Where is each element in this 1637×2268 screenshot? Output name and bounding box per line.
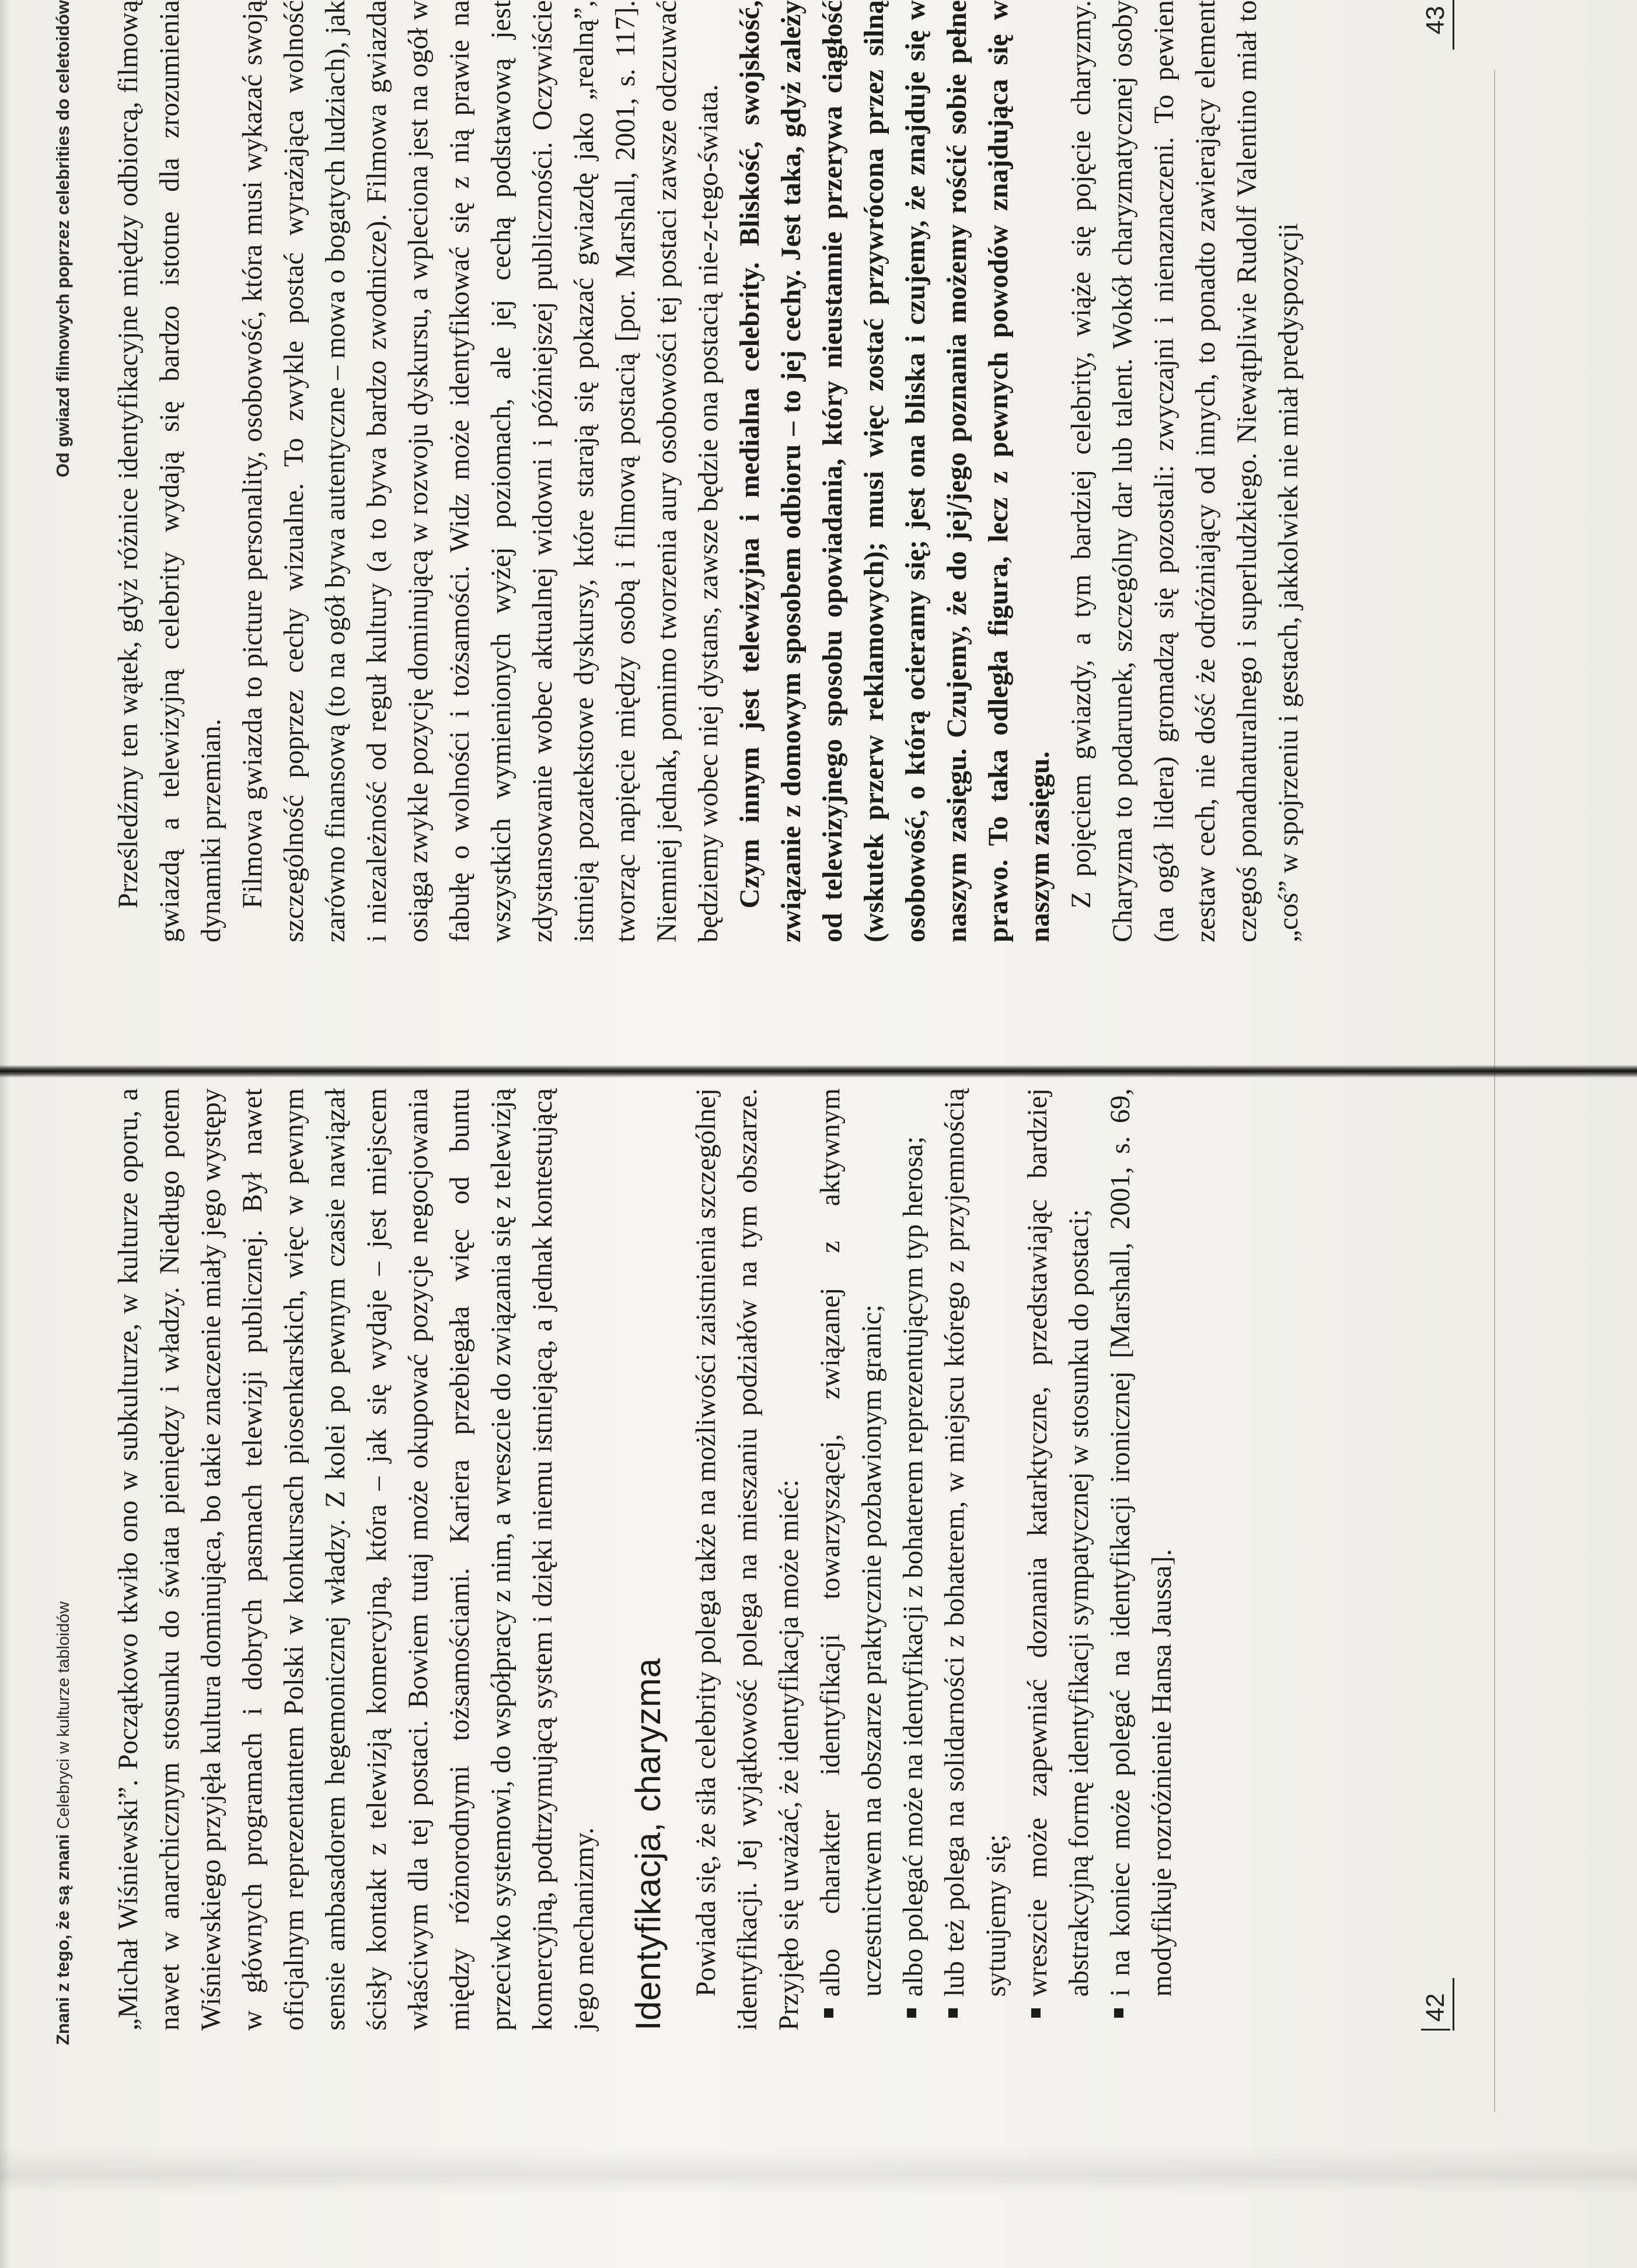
paragraph-1: Prześledźmy ten wątek, gdyż różnice identyfikacyjne między odbiorcą, filmową gwiazdą a telewizyjną celebrity wydają się bardzo istotne dla zrozumienia dynamiki przemian. xyxy=(113,0,226,942)
left-page-body xyxy=(108,1088,1183,2031)
running-head-right: Od gwiazd filmowych poprzez celebrities do celetoidów xyxy=(53,0,73,478)
paragraph-2: Filmowa gwiazda to picture personality, osobowość, która musi wykazać swoją szczególność poprzez cechy wizualne. To zwykle postać wyrażająca wolność zarówno finansową (to na ogół bywa autentyczne – mowa o bogatych ludziach), jak i niezależność od reguł kultury (a to bywa bardzo zwodnicze). Filmowa gwiazda osiąga zwykle pozycję dominującą w rozwoju dyskursu, a wpleciona jest na ogół w fabułę o wolności i tożsamości. Widz może identyfikować się z nią prawie na wszystkich wymienionych wyżej poziomach, ale jej cechą podstawową jest zdystansowanie wobec aktualnej widowni i późniejszej publiczności. Oczywiście istnieją pozatekstowe dyskursy, które starają się pokazać gwiazdę jako „realną”, tworząc napięcie między osobą i filmową postacią [por. Marshall, 2001, s. 117]. Niemniej jednak, pomimo tworzenia aury osobowości tej postaci zawsze odczuwać będziemy wobec niej dystans, zawsze będzie ona postacią nie-z-tego-świata. xyxy=(238,0,724,942)
intro-paragraph: „Michał Wiśniewski”. Początkowo tkwiło ono w subkulturze, w kulturze oporu, a nawet w anarchicznym stosunku do świata pieniędzy i władzy. Niedługo potem Wiśniewskiego przyjęła kultura dominująca, bo takie znaczenie miały jego występy w głównych programach i dobrych pasmach telewizji publicznej. Był nawet oficjalnym reprezentantem Polski w konkursach piosenkarskich, więc w pewnym sensie ambasadorem hegemonicznej władzy. Z kolei po pewnym czasie nawiązał ścisły kontakt z telewizją komercyjną, która – jak się wydaje – jest miejscem właściwym dla tej postaci. Bowiem tutaj może okupować pozycje negocjowania między różnorodnymi tożsamościami. Kariera przebiegała więc od buntu przeciwko systemowi, do współpracy z nim, a wreszcie do związania się z telewizją komercyjną, podtrzymującą system i dzięki niemu istniejącą, a jednak kontestującą jego mechanizmy. xyxy=(113,1088,599,2031)
list-item xyxy=(1100,1088,1183,2031)
list-item xyxy=(1017,1088,1100,2031)
running-head-subtitle: Celebryci w kulturze tabloidów xyxy=(54,1601,73,1829)
bold-emphasis-text: Czym innym jest telewizyjna i medialna celebrity. Bliskość, swojskość, związanie z domowym sposobem odbioru – to jej cechy. Jest taka, gdyż zależy od telewizyjnego sposobu opowiadania, który nieustannie przerywa ciągłość (wskutek przerw reklamowych); musi więc zostać przywrócona przez silną osobowość, o którą ocieramy się; jest ona bliska i czujemy, że znajduje się w naszym zasięgu. Czujemy, że do jej/jego poznania możemy rościć sobie pełne prawo. To taka odległa figura, lecz z pewnych powodów znajdująca się w naszym zasięgu. xyxy=(735,0,1055,942)
list-item-text: i na koniec może polegać na identyfikacji ironicznej [Marshall, 2001, s. 69, modyfikuje rozróżnienie Hansa Jaussa]. xyxy=(1105,1088,1177,1997)
page-43 xyxy=(35,0,1482,992)
bullet-square-icon xyxy=(1114,2008,1123,2018)
section-paragraph: Powiada się, że siła celebrity polega także na możliwości zaistnienia szczególnej identyfikacji. Jej wyjątkowość polega na mieszaniu podziałów na tym obszarze. Przyjęło się uważać, że identyfikacja może mieć: xyxy=(691,1088,804,2031)
right-page-body xyxy=(108,0,1310,942)
scan-margin-line xyxy=(1494,70,1495,2112)
list-item-text: albo polegać może na identyfikacji z bohaterem reprezentującym typ herosa; xyxy=(898,1136,929,1997)
list-item xyxy=(810,1088,893,2031)
folio-rule-right xyxy=(1453,0,1454,50)
bullet-square-icon xyxy=(1031,2008,1041,2018)
running-head-left xyxy=(53,1088,81,2045)
page-number-right: 43 xyxy=(1421,0,1450,34)
paragraph-3-bold xyxy=(730,0,1061,942)
list-item xyxy=(934,1088,1017,2031)
page-42 xyxy=(35,1053,1482,2080)
paragraph-4: Z pojęciem gwiazdy, a tym bardziej celebrity, wiąże się pojęcie charyzmy. Charyzma to podarunek, szczególny dar lub talent. Wokół charyzmatycznej osoby (na ogół lidera) gromadzą się pozostali: zwyczajni i nienaznaczeni. To pewien zestaw cech, nie dość że odróżniający od innych, to ponadto zawierający element czegoś ponadnaturalnego i superludzkiego. Niewątpliwie Rudolf Valentino miał to „coś” w spojrzeniu i gestach, jakkolwiek nie miał predyspozycji xyxy=(1066,0,1304,942)
scan-edge-shadow xyxy=(0,0,11,2268)
running-head-title: Znani z tego, że są znani xyxy=(53,1834,73,2045)
folio-rule-left xyxy=(1453,1978,1454,2031)
list-item-text: wreszcie może zapewniać doznania katarktyczne, przedstawiając bardziej abstrakcyjną formę identyfikacji sympatycznej w stosunku do postaci; xyxy=(1022,1088,1094,1997)
list-item-text: lub też polega na solidarności z bohaterem, w miejscu którego z przyjemnością sytuujemy się; xyxy=(940,1088,1011,1997)
list-item-text: albo charakter identyfikacji towarzyszącej, związanej z aktywnym uczestnictwem na obszarze praktycznie pozbawionym granic; xyxy=(815,1088,887,1997)
bullet-square-icon xyxy=(824,2008,833,2018)
bullet-square-icon xyxy=(948,2008,958,2018)
page-number-left: 42 xyxy=(1421,1993,1450,2031)
scan-smudge xyxy=(0,2147,1637,2194)
bullet-square-icon xyxy=(907,2008,916,2018)
identification-list xyxy=(810,1088,1183,2031)
section-heading: Identyfikacja, charyzma xyxy=(629,1658,668,2031)
list-item xyxy=(893,1088,934,2031)
